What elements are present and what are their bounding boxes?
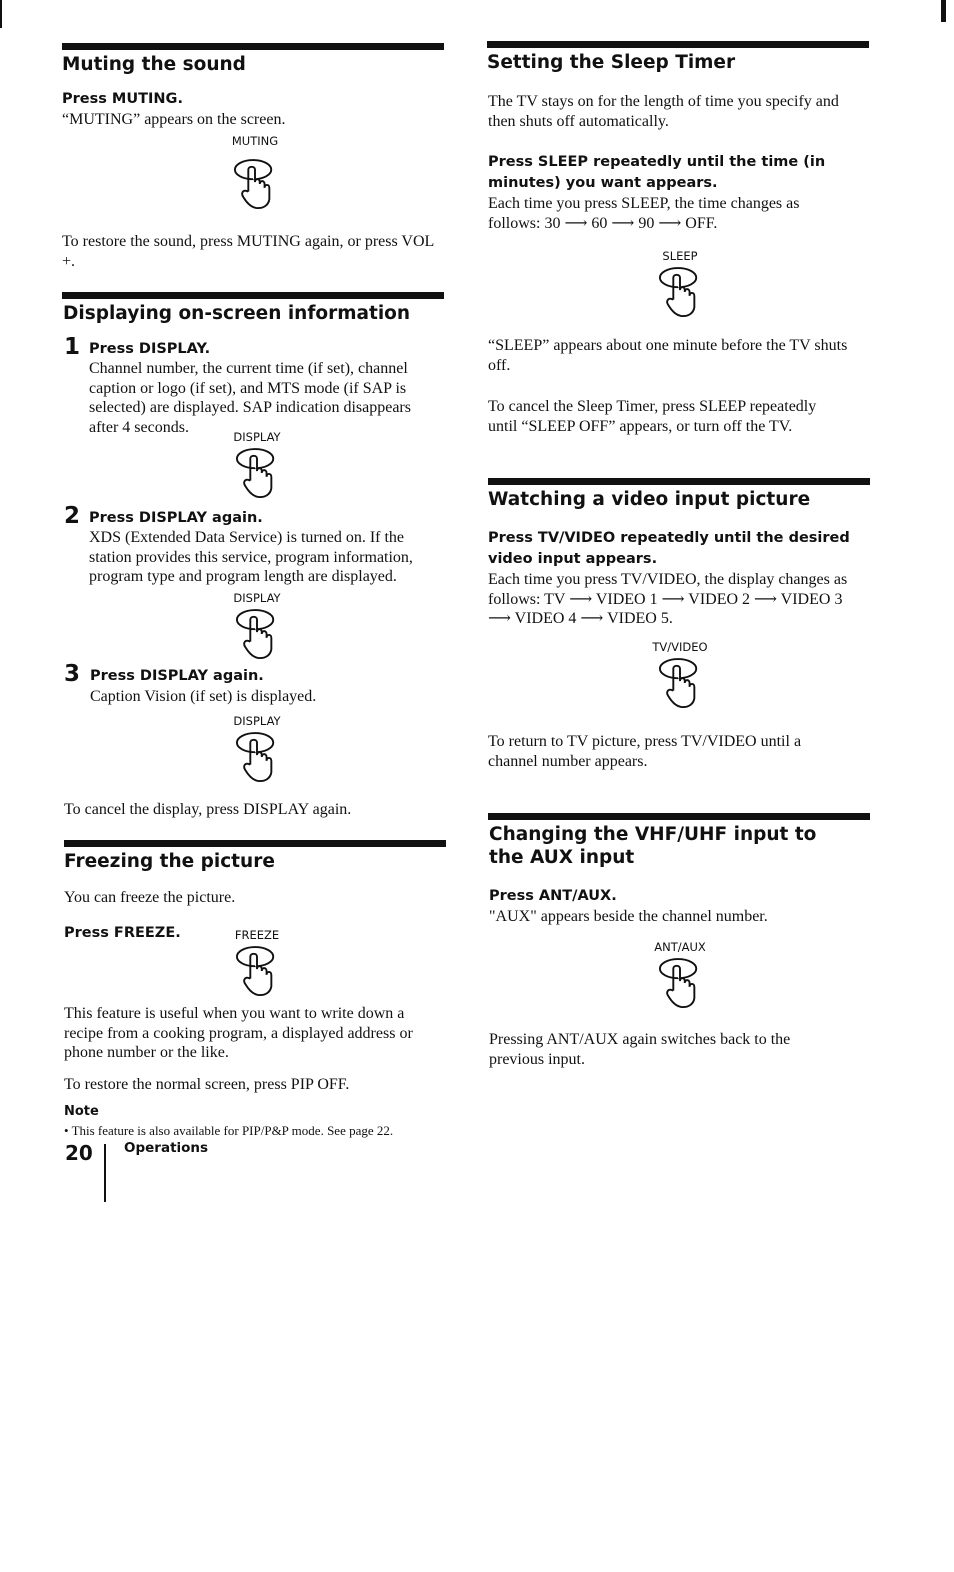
section-rule xyxy=(62,43,444,50)
sleep-button-illustration xyxy=(645,249,715,321)
freeze-heading: Freezing the picture xyxy=(64,851,275,872)
page-number: 20 xyxy=(65,1141,93,1165)
hand-press-icon xyxy=(235,728,279,786)
freeze-useful: This feature is useful when you want to write down a recipe from a cooking program, a displayed address or phone number or the like. xyxy=(64,1005,413,1061)
note-title: Note xyxy=(64,1104,99,1119)
hand-press-icon xyxy=(658,954,702,1012)
ant-aux-button-illustration xyxy=(645,940,715,1012)
note-text: • This feature is also available for PIP/P&P mode. See page 22. xyxy=(64,1123,394,1138)
section-rule xyxy=(488,813,870,820)
sleep-heading: Setting the Sleep Timer xyxy=(487,52,736,73)
section-rule xyxy=(487,41,869,48)
freeze-button-label: FREEZE xyxy=(234,928,280,942)
display-step1: Press DISPLAY. xyxy=(89,341,211,357)
video-desc: Each time you press TV/VIDEO, the display changes as follows: TV ⟶ VIDEO 1 ⟶ VIDEO 2 ⟶ VIDEO 3 ⟶ VIDEO 4 ⟶ VIDEO 5. xyxy=(488,571,848,627)
display-button-label: DISPLAY xyxy=(233,430,281,444)
display-button-label: DISPLAY xyxy=(233,591,281,605)
footer-divider xyxy=(104,1144,106,1202)
hand-press-icon xyxy=(235,444,279,502)
step-number-1: 1 xyxy=(64,334,81,360)
sleep-appears: “SLEEP” appears about one minute before the TV shuts off. xyxy=(488,337,848,374)
ant-aux-button-label: ANT/AUX xyxy=(654,940,706,954)
video-return: To return to TV picture, press TV/VIDEO until a channel number appears. xyxy=(488,733,802,770)
freeze-restore: To restore the normal screen, press PIP OFF. xyxy=(64,1076,350,1093)
aux-back: Pressing ANT/AUX again switches back to the previous input. xyxy=(489,1031,791,1068)
scan-edge-mark xyxy=(0,0,2,28)
scan-edge-mark xyxy=(941,0,946,22)
display-cancel: To cancel the display, press DISPLAY again. xyxy=(64,801,352,818)
display-button-illustration-2 xyxy=(222,591,292,663)
display-step2-desc: XDS (Extended Data Service) is turned on. If the station provides this service, program information, program type and program length are displayed. xyxy=(89,529,413,585)
display-step3-desc: Caption Vision (if set) is displayed. xyxy=(90,688,317,705)
muting-restore: To restore the sound, press MUTING again, or press VOL +. xyxy=(62,233,434,270)
footer-section: Operations xyxy=(124,1140,209,1156)
hand-press-icon xyxy=(658,654,702,712)
muting-button-illustration xyxy=(220,134,290,220)
step-number-3: 3 xyxy=(64,661,81,687)
section-rule xyxy=(64,840,446,847)
section-rule xyxy=(62,292,444,299)
display-step2: Press DISPLAY again. xyxy=(89,510,263,526)
aux-heading: Changing the VHF/UHF input to the AUX input xyxy=(489,824,817,868)
display-step3: Press DISPLAY again. xyxy=(90,668,264,684)
tv-video-button-label: TV/VIDEO xyxy=(652,640,708,654)
hand-press-icon xyxy=(235,942,279,1000)
freeze-intro: You can freeze the picture. xyxy=(64,889,236,906)
hand-press-icon xyxy=(658,263,702,321)
display-button-illustration-1 xyxy=(222,430,292,502)
freeze-button-illustration xyxy=(222,928,292,1000)
sleep-button-label: SLEEP xyxy=(662,249,698,263)
tv-video-button-illustration xyxy=(645,640,715,712)
display-heading: Displaying on-screen information xyxy=(63,303,411,324)
muting-desc: “MUTING” appears on the screen. xyxy=(62,111,286,128)
step-number-2: 2 xyxy=(64,503,81,529)
muting-step: Press MUTING. xyxy=(62,91,183,107)
video-step: Press TV/VIDEO repeatedly until the desired video input appears. xyxy=(488,530,850,567)
freeze-step: Press FREEZE. xyxy=(64,925,181,941)
video-heading: Watching a video input picture xyxy=(488,489,811,510)
sleep-intro: The TV stays on for the length of time you specify and then shuts off automatically. xyxy=(488,93,839,130)
sleep-cancel: To cancel the Sleep Timer, press SLEEP repeatedly until “SLEEP OFF” appears, or turn off the TV. xyxy=(488,398,817,435)
aux-step: Press ANT/AUX. xyxy=(489,888,617,904)
display-button-label: DISPLAY xyxy=(233,714,281,728)
sleep-desc: Each time you press SLEEP, the time changes as follows: 30 ⟶ 60 ⟶ 90 ⟶ OFF. xyxy=(488,195,800,232)
display-step1-desc: Channel number, the current time (if set), channel caption or logo (if set), and MTS mode (if SAP is selected) are displayed. SAP indication disappears after 4 seconds. xyxy=(89,360,411,436)
section-rule xyxy=(488,478,870,485)
hand-press-icon xyxy=(233,148,277,220)
muting-heading: Muting the sound xyxy=(62,54,246,75)
hand-press-icon xyxy=(235,605,279,663)
sleep-step: Press SLEEP repeatedly until the time (in minutes) you want appears. xyxy=(488,154,826,191)
display-button-illustration-3 xyxy=(222,714,292,786)
muting-button-label: MUTING xyxy=(231,134,279,148)
aux-desc: "AUX" appears beside the channel number. xyxy=(489,908,768,925)
